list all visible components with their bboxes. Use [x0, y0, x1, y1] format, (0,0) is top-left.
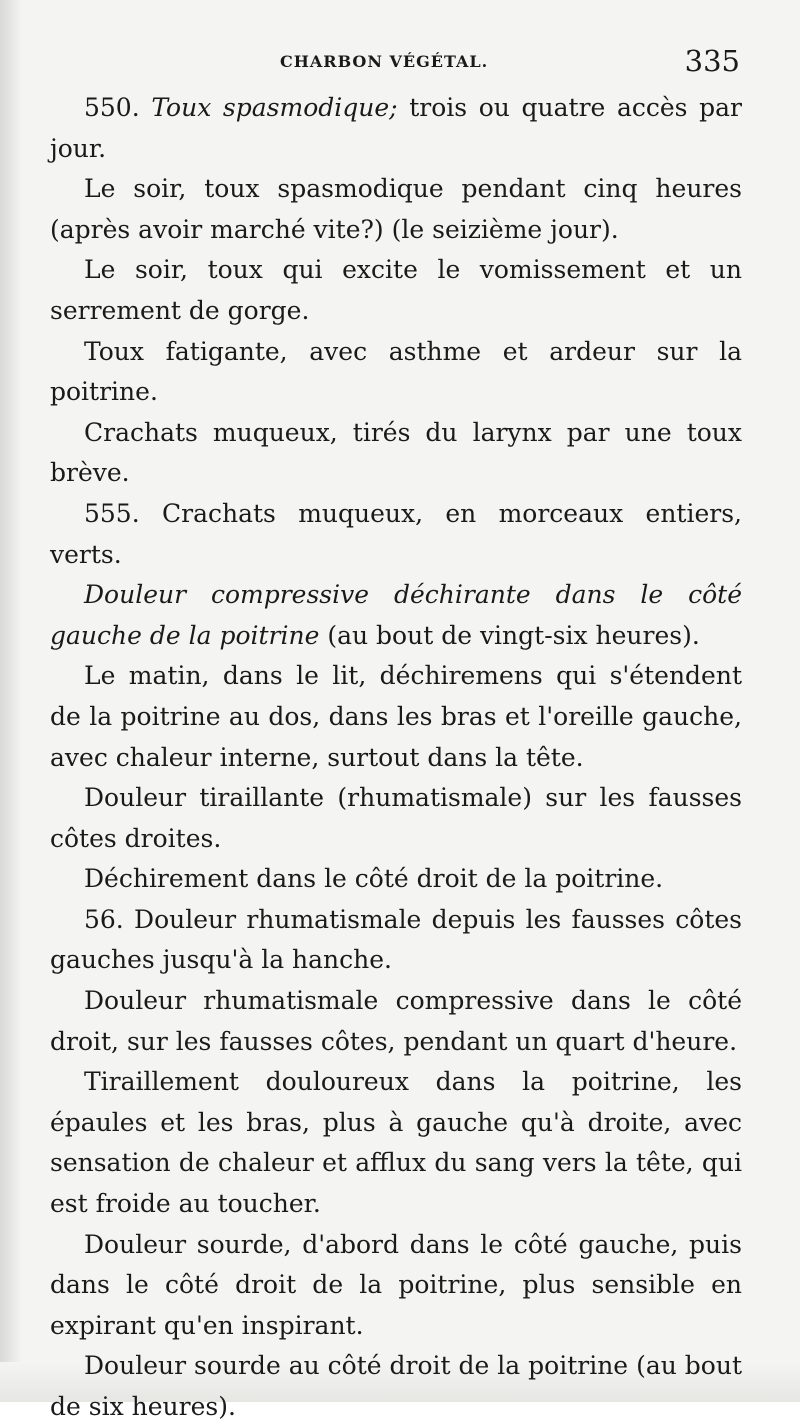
paragraph-text: Le soir, toux spasmodique pendant cinq heures (après avoir marché vite?) (le seizième jour).: [50, 174, 742, 244]
italic-phrase: Toux spasmodique;: [151, 93, 398, 122]
paragraph-text: (au bout de vingt-six heures).: [319, 620, 700, 650]
paragraph-555: [50, 494, 742, 575]
page-number: 335: [684, 44, 740, 78]
paragraph-number: 555.: [84, 498, 140, 528]
paragraph-text: Douleur tiraillante (rhumatismale) sur les fausses côtes droites.: [50, 783, 742, 853]
paragraph: [50, 250, 742, 331]
paragraph-56: [50, 900, 742, 981]
paragraph-text: Douleur rhumatismale depuis les fausses côtes gauches jusqu'à la hanche.: [50, 904, 742, 975]
paragraph-text: Le soir, toux qui excite le vomissement et un serrement de gorge.: [50, 255, 742, 325]
paragraph: [50, 332, 742, 413]
paragraph-550: [50, 88, 742, 169]
paragraph-text: Douleur sourde, d'abord dans le côté gauche, puis dans le côté droit de la poitrine, plus sensible en expirant qu'en inspirant.: [50, 1229, 742, 1340]
paragraph-text: Douleur rhumatismale compressive dans le côté droit, sur les fausses côtes, pendant un quart d'heure.: [50, 986, 742, 1056]
paragraph: [50, 778, 742, 859]
paragraph: [50, 169, 742, 250]
paragraph-text: trois ou quatre accès par jour.: [50, 93, 743, 163]
paragraph-text: Crachats muqueux, en morceaux entiers, verts.: [50, 498, 742, 569]
paragraph-number: 56.: [84, 904, 124, 934]
paragraph: [50, 1062, 742, 1224]
page-gutter-shadow: [0, 0, 22, 1402]
paragraph-text: Crachats muqueux, tirés du larynx par une toux brève.: [50, 417, 742, 488]
running-title: CHARBON VÉGÉTAL.: [280, 52, 489, 71]
paragraph: [50, 981, 742, 1062]
body-text: [50, 88, 742, 1428]
paragraph-text: Tiraillement douloureux dans la poitrine, les épaules et les bras, plus à gauche qu'à droite, avec sensation de chaleur et afflux du sang vers la tête, qui est froide au toucher.: [50, 1067, 742, 1219]
paragraph: [50, 859, 742, 900]
paragraph-text: Douleur sourde au côté droit de la poitrine (au bout de six heures).: [50, 1351, 742, 1421]
paragraph-number: 550.: [84, 93, 140, 122]
paragraph: [50, 1225, 742, 1347]
paragraph-text: Déchirement dans le côté droit de la poitrine.: [84, 864, 664, 894]
paragraph-text: Le matin, dans le lit, déchiremens qui s'étendent de la poitrine au dos, dans les bras et l'oreille gauche, avec chaleur interne, surtout dans la tête.: [50, 661, 742, 772]
paragraph: [50, 575, 742, 656]
paragraph: [50, 1346, 742, 1427]
italic-phrase: Douleur compressive déchirante dans le côté gauche de la poitrine: [50, 580, 742, 650]
paragraph-text: Toux fatigante, avec asthme et ardeur sur la poitrine.: [50, 336, 742, 407]
paragraph: [50, 413, 742, 494]
page-header: [250, 44, 740, 84]
paragraph: [50, 656, 742, 778]
